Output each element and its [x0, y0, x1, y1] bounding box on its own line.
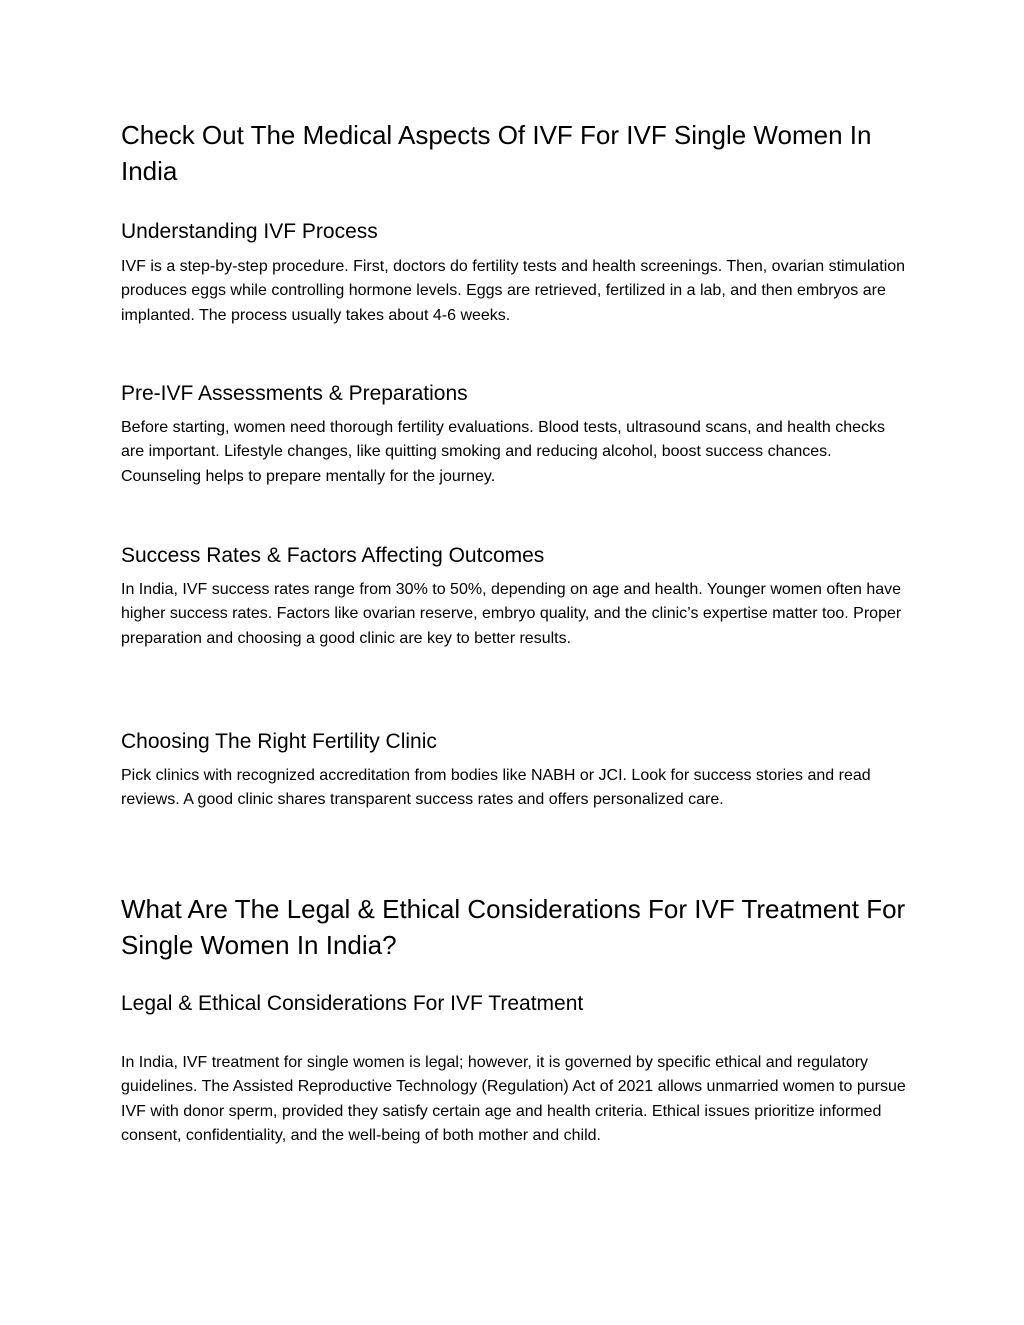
legal-ethical-title: What Are The Legal & Ethical Considerations For IVF Treatment For Single Women In India? [121, 894, 906, 960]
pre-ivf-heading: Pre-IVF Assessments & Preparations [121, 382, 468, 405]
understanding-ivf-paragraph: IVF is a step-by-step procedure. First, doctors do fertility tests and health screenings. Then, ovarian stimulation produces eggs while controlling hormone levels. Eggs are retrieved, fertilized in a lab, and then embryos are implanted. The process usually takes about 4-6 weeks. [121, 258, 906, 324]
medical-aspects-title: Check Out The Medical Aspects Of IVF For IVF Single Women In India [121, 120, 872, 186]
success-rates-paragraph: In India, IVF success rates range from 30% to 50%, depending on age and health. Younger women often have higher success rates. Factors like ovarian reserve, embryo quality, and the clinic’s expertise matter too. Proper preparation and choosing a good clinic are key to better results. [121, 581, 902, 647]
success-rates-heading: Success Rates & Factors Affecting Outcomes [121, 544, 545, 567]
choosing-clinic-heading: Choosing The Right Fertility Clinic [121, 730, 437, 753]
understanding-ivf-heading: Understanding IVF Process [121, 220, 378, 243]
pre-ivf-paragraph: Before starting, women need thorough fertility evaluations. Blood tests, ultrasound scans, and health checks are important. Lifestyle changes, like quitting smoking and reducing alcohol, boost success chances. Counseling helps to prepare mentally for the journey. [121, 419, 885, 485]
choosing-clinic-paragraph: Pick clinics with recognized accreditation from bodies like NABH or JCI. Look for success stories and read reviews. A good clinic shares transparent success rates and offers personalized care. [121, 767, 871, 809]
legal-ethical-heading: Legal & Ethical Considerations For IVF Treatment [121, 992, 584, 1015]
legal-ethical-paragraph: In India, IVF treatment for single women is legal; however, it is governed by specific ethical and regulatory guidelines. The Assisted Reproductive Technology (Regulation) Act of 2021 allows unmarried women to pursue IVF with donor sperm, provided they satisfy certain age and health criteria. Ethical issues prioritize informed consent, confidentiality, and the well-being of both mother and child. [121, 1054, 906, 1144]
